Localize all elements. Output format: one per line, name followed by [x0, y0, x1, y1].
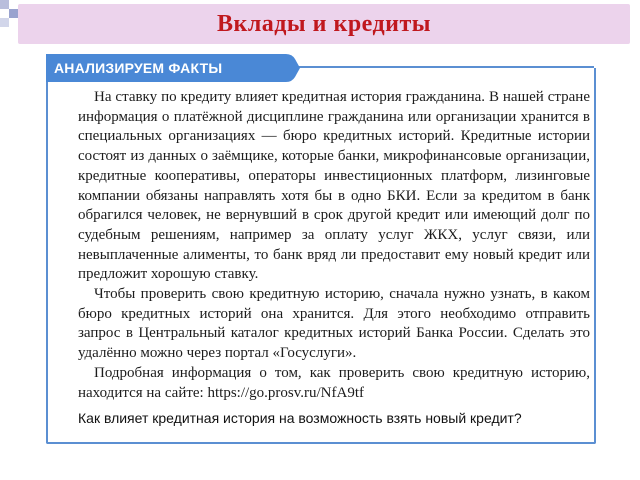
article-body: [78, 88, 590, 403]
section-label: АНАЛИЗИРУЕМ ФАКТЫ: [54, 60, 223, 76]
paragraph: Чтобы проверить свою кредитную историю, сначала нужно узнать, в каком бюро кредитных историй она хранится. Для этого необходимо отправить запрос в Центральный каталог кредитных историй Банка России. Сделать это удалённо можно через портал «Госуслуги».: [78, 286, 590, 362]
title-bar: [18, 4, 630, 44]
paragraph: Подробная информация о том, как проверить свою кредитную историю, находится на сайте: https://go.prosv.ru/NfA9tf: [78, 364, 590, 401]
deco-square: [9, 9, 18, 18]
corner-decoration: [0, 0, 20, 40]
deco-square: [0, 0, 9, 9]
paragraph: На ставку по кредиту влияет кредитная история гражданина. В нашей стране информация о платёжной дисциплине гражданина или организации хранится в специальных организациях — бюро кредитных историй. Кредитные истории состоят из данных о заёмщике, которые банки, микрофинансовые организации, кредитные кооперативы, операторы инвестиционных платформ, лизинговые компании обязаны направлять хотя бы в одно БКИ. Если за кредитом в банк обрагился человек, не вернувший в срок другой кредит или имеющий долг по судебным решениям, например за оплату услуг ЖКХ, услуг связи, или невыплаченные алименты, то банк вряд ли предоставит ему новый кредит или предложит хорошую ставку.: [78, 89, 590, 283]
section-banner: [46, 54, 300, 82]
page-title: Вклады и кредиты: [216, 10, 431, 37]
deco-square: [0, 18, 9, 27]
question-text: Как влияет кредитная история на возможность взять новый кредит?: [78, 410, 522, 426]
